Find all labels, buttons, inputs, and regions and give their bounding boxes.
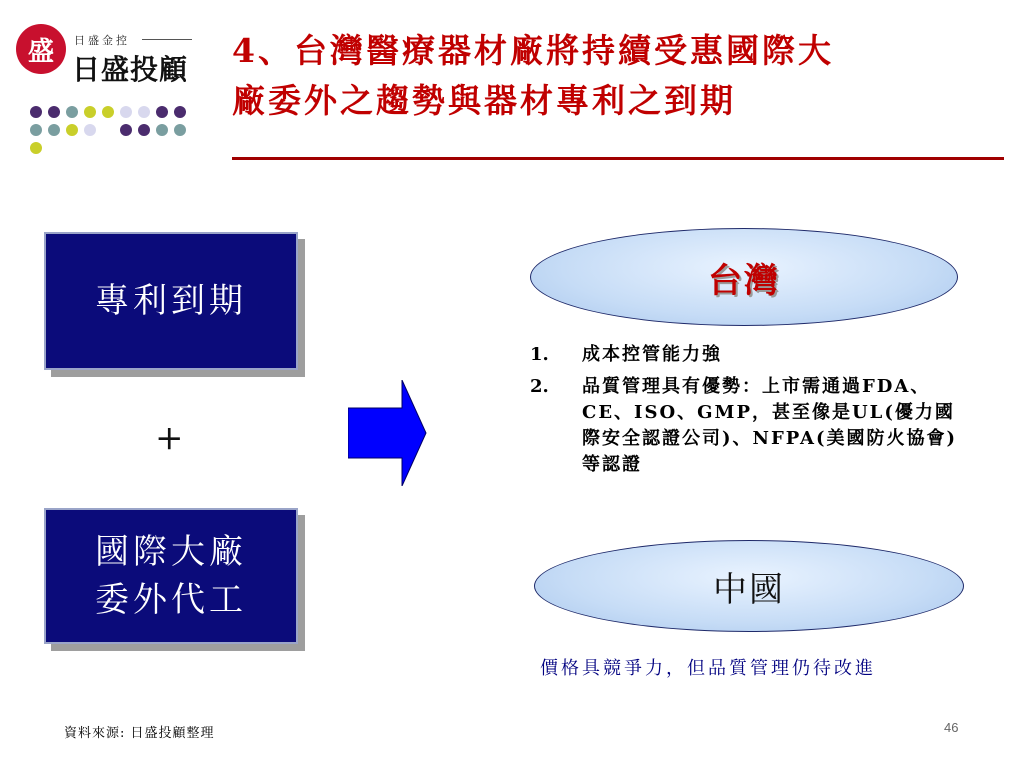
list-item [530, 342, 960, 368]
decorative-dot [120, 124, 132, 136]
decorative-dot [48, 142, 60, 154]
decorative-dot [156, 124, 168, 136]
slide-title [232, 26, 1012, 126]
taiwan-ellipse [530, 228, 958, 326]
plus-sign: + [155, 418, 184, 458]
china-note: 價格具競爭力，但品質管理仍待改進 [540, 658, 876, 679]
logo-parent-name: 日盛金控 [74, 34, 130, 47]
decorative-dot [102, 106, 114, 118]
decorative-dot-grid [30, 106, 200, 154]
slide-title-line-1: 4、台灣醫療器材廠將持續受惠國際大 [232, 31, 834, 70]
decorative-dot [174, 124, 186, 136]
list-item-number: 1. [530, 344, 549, 365]
decorative-dot [48, 124, 60, 136]
decorative-dot [138, 124, 150, 136]
decorative-dot [66, 142, 78, 154]
list-item-text: 品質管理具有優勢：上市需通過FDA、CE、ISO、GMP，甚至像是UL(優力國際安全認證公司)、NFPA(美國防火協會)等認證 [582, 376, 957, 475]
outsourcing-label-line-1: 國際大廠 [95, 532, 247, 572]
taiwan-label: 台灣 [708, 260, 780, 301]
list-item-text: 成本控管能力強 [582, 344, 722, 365]
taiwan-advantages-list [530, 342, 960, 484]
decorative-dot [138, 106, 150, 118]
patent-expiry-label: 專利到期 [95, 281, 247, 321]
list-item [530, 374, 960, 478]
decorative-dot [84, 124, 96, 136]
logo-company-name: 日盛投顧 [72, 53, 189, 86]
list-item-number: 2. [530, 376, 549, 397]
slide-title-line-2: 廠委外之趨勢與器材專利之到期 [232, 81, 736, 120]
company-logo-icon [16, 24, 66, 74]
decorative-dot [30, 106, 42, 118]
decorative-dot [84, 106, 96, 118]
decorative-dot [66, 124, 78, 136]
page-number: 46 [944, 720, 959, 735]
logo-mark-glyph: 盛 [27, 36, 54, 67]
decorative-dot [30, 142, 42, 154]
outsourcing-label-line-2: 委外代工 [95, 580, 247, 620]
patent-expiry-box [44, 232, 298, 370]
china-ellipse [534, 540, 964, 632]
china-label: 中國 [713, 569, 785, 610]
title-underline [232, 157, 1004, 160]
decorative-dot [156, 106, 168, 118]
decorative-dot [48, 106, 60, 118]
right-arrow-icon [348, 380, 428, 486]
decorative-dot [30, 124, 42, 136]
decorative-dot [174, 106, 186, 118]
source-note: 資料來源: 日盛投顧整理 [64, 726, 215, 741]
decorative-dot [102, 124, 114, 136]
logo-divider [142, 39, 192, 40]
decorative-dot [66, 106, 78, 118]
outsourcing-box [44, 508, 298, 644]
decorative-dot [120, 106, 132, 118]
